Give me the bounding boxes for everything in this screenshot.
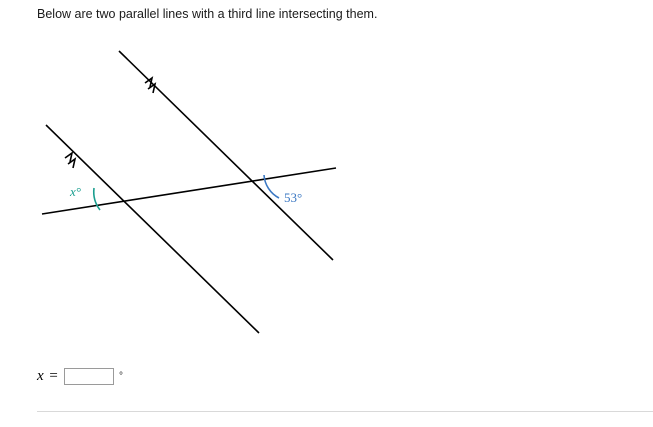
answer-variable-label: x = — [37, 368, 60, 384]
answer-row — [37, 368, 123, 385]
geometry-figure — [0, 20, 653, 360]
page-title: Below are two parallel lines with a third line intersecting them. — [37, 7, 378, 21]
answer-input[interactable] — [64, 368, 114, 385]
arrow-mark-icon-upper — [145, 78, 155, 93]
degree-symbol-label: ° — [119, 371, 124, 382]
horizontal-divider — [37, 411, 653, 412]
known-angle-label: 53° — [284, 190, 303, 205]
arrow-mark-icon-lower — [65, 153, 75, 168]
angle-arc-unknown — [94, 188, 100, 210]
unknown-angle-label: x° — [70, 184, 81, 199]
